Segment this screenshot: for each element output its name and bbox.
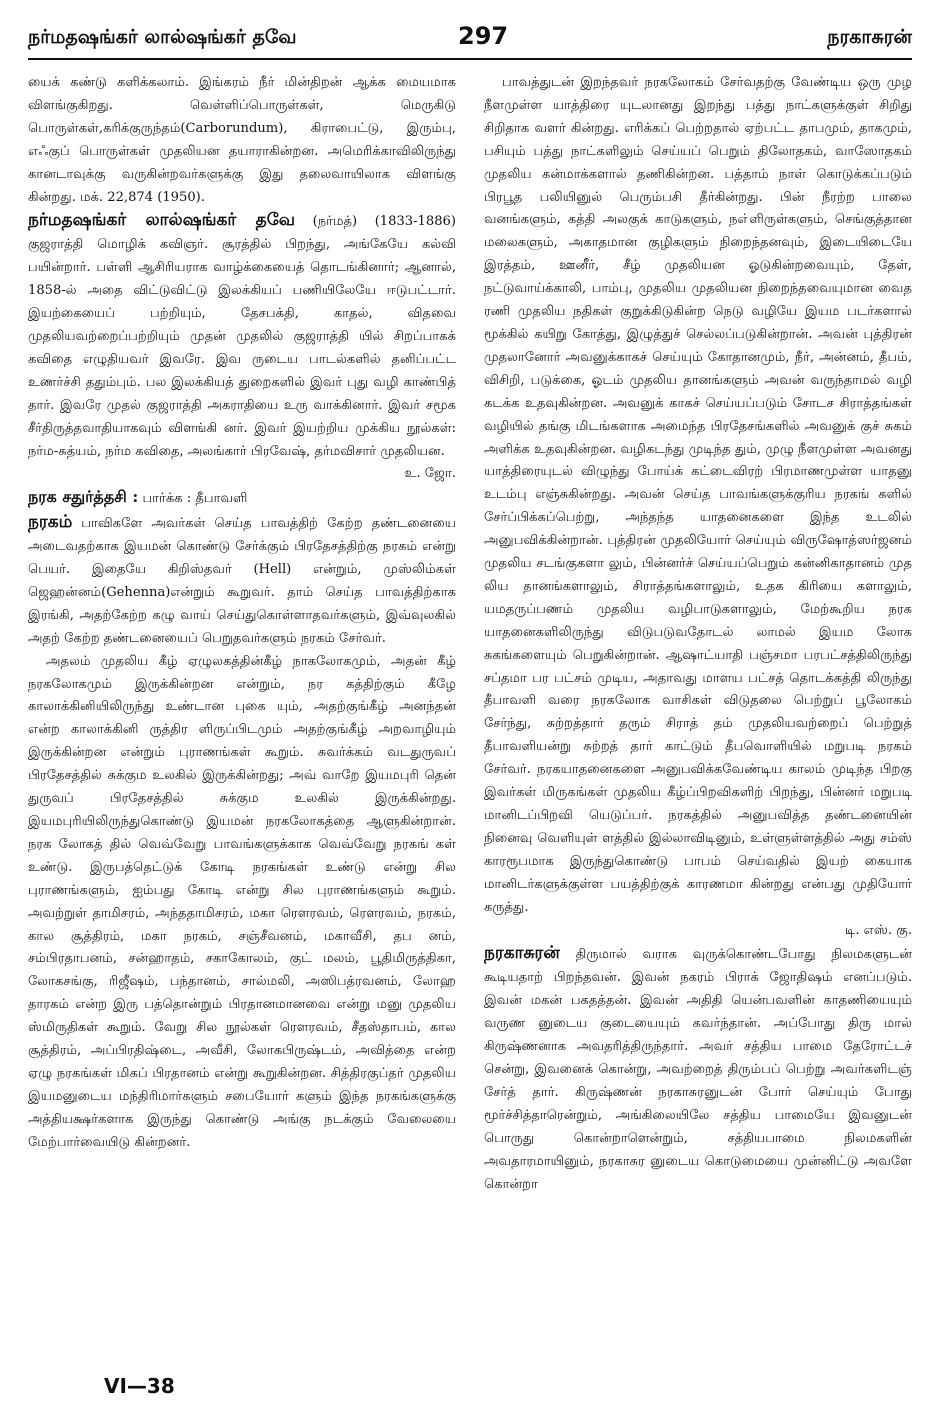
paragraph-city-description: யைக் கண்டு களிக்கலாம். இங்கரம் நீர் மின்திறன் ஆக்க மையமாக விளங்குகிறது. வெள்ளிப்பொருள்கள், மெருகிடு பொருள்கள்,கரிக்குருந்தம்(Carborundum), கிராபைட்டு, இரும்பு, எஃகுப் பொருள்கள் முதலியன தயாராகின்றன. அமெரிக்காவிலிருந்து கானடாவுக்கு வருகின்றவர்களுக்கு இது தலைவாயிலாக விளங்கு கின்றது. மக். 22,874 (1950).: [28, 75, 456, 205]
signature-mark: VI—38: [104, 1374, 175, 1398]
entry-heading-narakasuran: நரகாசுரன்: [484, 943, 560, 964]
entry-signature-narakam: டி. எஸ். கு.: [844, 922, 912, 938]
entry-body-narmad: (நர்மத்) (1833-1886) குஜராத்தி மொழிக் கவிஞர். சூரத்தில் பிறந்து, அங்கேயே கல்வி பயின்றார். பள்ளி ஆசிரியராக வாழ்க்கையைத் தொடங்கினார்; ஆனால், 1858-ல் அதை விட்டுவிட்டு இலக்கியப் பணியிலேயே ஈடுபட்டார். இயற்கையைப் பற்றியும், தேசபக்தி, காதல், விதவை முதலியவற்றைப்பற்றியும் முதன் முதலில் குஜராத்தி யில் சிறப்பாகக் கவிதை எழுதியவர் இவரே. இவ ருடைய பாடல்களில் தனிப்பட்ட உணர்ச்சி ததும்பும். பல இலக்கியத் துறைகளில் இவர் புது வழி காண்பித் தார். இவரே முதல் குஜராத்தி அகராதியை உரு வாக்கினார். இவர் சமூக சீர்திருத்தவாதியாகவும் விளங்கி னர். இவர் இயற்றிய முக்கிய நூல்கள்: நர்ம-சுத்யம், நர்ம கவிதை, அலங்கார் பிரவேஷ், தர்மவிசார் முதலியன.: [28, 214, 456, 459]
entry-body-narakam: பாவிகளே அவர்கள் செய்த பாவத்திற் கேற்ற தண்டனையை அடைவதற்காக இயமன் கொண்டு சேர்க்கும் பிரதேசத்திற்கு நரகம் என்று பெயர். இதையே கிறிஸ்தவர் (Hell) என்றும், முஸ்லிம்கள் ஜெஹன்னம்(Gehenna)என்றும் கூறுவர். தாம் செய்த பாவத்திற்காக இரங்கி, அதற்கேற்ற கழு வாய் செய்துகொள்ளாதவர்களும், இவ்வுலகில் அதற் கேற்ற தண்டனையைப் பெறுதவர்களும் நரகம் சேர்வர்.: [28, 516, 456, 646]
left-column: [28, 72, 456, 1372]
entry-heading-naraka-chaturdashi: நரக சதுர்த்தசி :: [28, 487, 139, 507]
entry-body-naraka-chaturdashi: பார்க்க : தீபாவளி: [138, 491, 248, 507]
entry-signature-narmad: உ. ஜோ.: [404, 466, 456, 482]
entry-narakasuran: [484, 942, 912, 1196]
paragraph-narakam-journey: பாவத்துடன் இறந்தவர் நரகலோகம் சேர்வதற்கு வேண்டிய ஒரு முழ நீளமுள்ள யாத்திரை யுடலானது இறந்து பத்து நாட்களுக்குள் சிறிது சிறிதாக வளர் கின்றது. எரிக்கப் பெற்றதால் ஏற்பட்ட தாபமும், தாகமும், பசியும் பத்து நாட்களிலும் செய்யப் பெறும் திலோதகம், வாஸோதகம் முதலிய கன்மாக்களால் தணிகின்றன. பத்தாம் நாள் கொடுக்கப்படும் பிரபூத பலியினுல் பெரும்பசி தீர்கின்றது. பின் நீரற்ற பாலை வனங்களும், கத்தி அலகுக் காடுகளும், நஎ்ளிருள்களும், செங்குத்தான மலைகளும், அகாதமான குழிகளும் நிறைந்தனவும், இடையிடையே இரத்தம், ஊனீர், சீழ் முதலியன ஓடுகின்றவையும், தேள், நட்டுவாய்க்காலி, பாம்பு, முதலிய முதலியன நிறைந்தவையுமான வைத ரணி முதலிய நதிகள் குறுக்கிடுகின்ற நெடு வழியே இயம படர்களால் மூக்கில் கயிறு கோத்து, இழுத்துச் செல்லப்படுகின்றான். அவன் புத்திரன் முதலானோர் அவனுக்காகச் செய்யும் கோதானமும், நீர், அன்னம், தீபம், விசிறி, படுக்கை, ஓடம் முதலிய தானங்களும் அவன் வருந்தாமல் வழி கடக்க உதவுகின்றன. அவனுக் காகச் செய்யப்படும் சோடச சிராத்தங்கள் வழியில் தங்கு மிடங்களாக அமைந்த பிரதேசங்களில் அவனுக் குச் சுகம் அளிக்க உதவுகின்றன. வழிகடந்து முடிந்த தும், முழு நீளமுள்ள அவனது யாத்திரையுடல் விழுந்து போய்க் கட்டைவிரற் பிரமாணமுள்ள யாதனு உடம்பு எஞ்சுகின்றது. அவன் செய்த பாவங்களுக்குரிய நரகங் களில் சேர்ப்பிக்கப்பெற்று, அந்தந்த யாதனைகளை இந்த உடலில் அனுபவிக்கின்றான். புத்திரன் முதலியோர் செய்யும் விருஷோத்ஸர்ஜனம் முதலிய சடங்குகளா லும், பின்னர்ச் செய்யப்பெறும் கன்னிகாதானம் முத லிய தானங்களாலும், சிராத்தங்களாலும், உதக கிரியை களாலும், யமதருப்பணம் முதலிய வழிபாடுகளாலும், மேற்கூறிய நரக யாதனைகளிலிருந்து விடுபடுவதோடல் லாமல் இயம லோக சுகங்களையும் பெறுகின்றான். ஆஷாட்யாதி பஞ்சமா பரபட்சத்திலிருந்து சப்தமா பர பட்சம் முடிய, அதாவது மாளய பட்சத் தொடக்கத்தி லிருந்து தீபாவளி வரை நரகலோக வாசிகள் விடுதலை பெற்றுப் பூலோகம் சேர்ந்து, சுற்றத்தார் தரும் சிராத் தம் முதலியவற்றைப் பெற்றுத் தீபாவளியன்று சுற்றத் தார் காட்டும் தீபவொளியில் மறுபடி நரகம் சேர்வர். நரகயாதனைகளை அனுபவிக்கவேண்டிய காலம் முடிந்த பிறகு இவர்கள் மிருகங்கள் முதலிய கீழ்ப்பிறவிகளிற் பிறந்து, பின்னர் மறுபடி மானிடப்பிறவி யெடுப்பர். நரகத்தில் அனுபவித்த தண்டனையின் நினைவு வெளியுள் ளத்தில் இல்லாவிடினும், உள்ளுள்ளத்தில் அது சம்ஸ் காரரூபமாக இருந்துகொண்டு பாபம் செய்வதில் இயற் கையாக மானிடர்களுக்குள்ள பயத்திற்குக் காரணமா கின்றது என்பது முதியோர் கருத்து. டி. எஸ். கு.: [484, 72, 912, 942]
entry-narakam: [28, 511, 456, 650]
running-title-left: நர்மதஷங்கர் லால்ஷங்கர் தவே: [28, 26, 297, 48]
running-title-right: நரகாசுரன்: [827, 26, 912, 48]
entry-narmad: [28, 209, 456, 486]
entry-body-narakasuran: திருமால் வராக வுருக்கொண்டபோது நிலமகளுடன் கூடியதாற் பிறந்தவன். இவன் நகரம் பிராக் ஜோதிஷம் எனப்படும். இவன் மகன் பகதத்தன். இவன் அதிதி யென்பவளின் காதணியையும் வருண னுடைய குடையையும் கவர்ந்தான். அப்போது திரு மால் கிருஷ்ணனாக அவதரித்திருந்தார். அவர் சத்திய பாமை தேரோட்டச் சென்று, இவனைக் கொன்று, அவற்றைத் திரும்பப் பெற்று அவர்களிடஞ் சேர்த் தார். கிருஷ்ணன் நரகாசுரனுடன் போர் செய்யும் போது மூர்ச்சித்தாரென்றும், அங்கிலையிலே சத்திய பாமையே இவனுடன் பொருது கொன்றாளென்றும், சத்தியபாமை நிலமகளின் அவதாரமாயினும், நரகாசுர னுடைய கொடுமையை முன்னிட்டு அவளே கொன்றா: [484, 947, 912, 1192]
page-number: 297: [458, 22, 509, 50]
right-column: [484, 72, 912, 1372]
paragraph-narakam-lokas: அதலம் முதலிய கீழ் ஏழுலகத்தின்கீழ் நாகலோகமும், அதன் கீழ் நரகலோகமும் இருக்கின்றன என்றும், நர கத்திற்கும் கீழே காலாக்கினியிலிருந்து உண்டான புகை யும், அதற்குங்கீழ் அனந்தன் என்ற காலாக்கினி ருத்திர ளிருப்பிடமும் அதற்குங்கீழ் அறவாழியும் இருக்கின்றன என்றும் புராணங்கள் கூறும். சுவர்க்கம் வடதுருவப் பிரதேசத்தில் சுக்கும உலகில் இருக்கின்றது; அவ் வாறே இயமபுரி தென் துருவப் பிரதேசத்தில் சுக்கும உலகில் இருக்கின்றது. இயமபுரியிலிருந்துகொண்டு இயமன் நரகலோகத்தை ஆளுகின்றான். நரக லோகத் தில் வெவ்வேறு பாவங்களுக்காக வெவ்வேறு நரகங் கள் உண்டு. இருபத்தெட்டுக் கோடி நரகங்கள் உண்டு என்று சில புராணங்களும், ஐம்பது கோடி என்று சில புராணங்களும் கூறும். அவற்றுள் தாமிசரம், அந்ததாமிசரம், மகா ரௌரவம், ரௌரவம், நரகம், கால சூத்திரம், மகா நரகம், சஞ்சீவனம், மகாவீசி, தப னம், சம்பிரதாபனம், சன்ஹாதம், சகாகோலம், குட் மலம், பூதிமிருத்திகா, லோகசங்கு, ரிஜீஷம், பந்தானம், சால்மலி, அஸிபத்ரவனம், லோஹ தாரகம் என்ற இரு பத்தொன்றும் பிரதானமானவை என்று மனு முதலிய ஸ்மிருதிகள் கூறும். வேறு சில நூல்கள் ரௌரவம், சீதஸ்தாபம், கால சூத்திரம், அப்பிரதிஷ்டை, அவீசி, லோகபிருஷ்டம், அவித்தை என்ற ஏழு நரகங்கள் மிகப் பிரதானம் என்று கூறுகின்றன. சித்திரகுப்தர் முதலிய இயமனுடைய மந்திரிமார்களும் சபையோர் களும் இந்த நரகங்களுக்கு அத்தியக்ஷர்களாக இருந்து கொண்டு அங்கு நடக்கும் வேலையை மேற்பார்வையிடு கின்றனர்.: [28, 653, 456, 1150]
entry-naraka-chaturdashi: [28, 486, 456, 511]
page-header: [28, 22, 912, 60]
entry-heading-narakam: நரகம்: [28, 512, 73, 533]
entry-heading-narmad: நர்மதஷங்கர் லால்ஷங்கர் தவே: [28, 210, 296, 231]
